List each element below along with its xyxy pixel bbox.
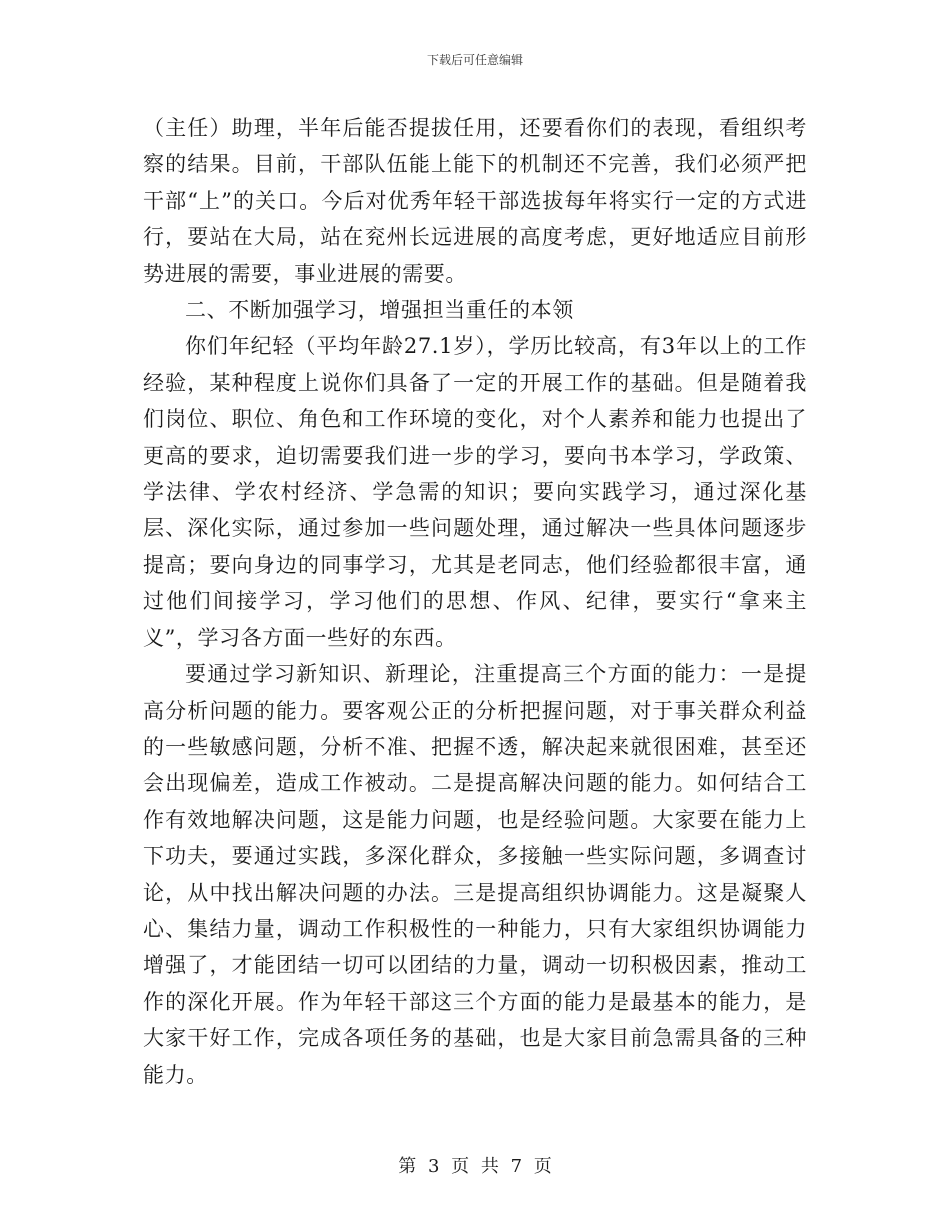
document-body [143,110,807,1093]
paragraph-abilities: 要通过学习新知识、新理论，注重提高三个方面的能力：一是提高分析问题的能力。要客观公正的分析把握问题，对于事关群众利益的一些敏感问题，分析不准、把握不透，解决起来就很困难，甚至还会出现偏差，造成工作被动。二是提高解决问题的能力。如何结合工作有效地解决问题，这是能力问题，也是经验问题。大家要在能力上下功夫，要通过实践，多深化群众，多接触一些实际问题，多调查讨论，从中找出解决问题的办法。三是提高组织协调能力。这是凝聚人心、集结力量，调动工作积极性的一种能力，只有大家组织协调能力增强了，才能团结一切可以团结的力量，调动一切积极因素，推动工作的深化开展。作为年轻干部这三个方面的能力是最基本的能力，是大家干好工作，完成各项任务的基础，也是大家目前急需具备的三种能力。 [143,662,807,1087]
paragraph-continuation: （主任）助理，半年后能否提拔任用，还要看你们的表现，看组织考察的结果。目前，干部队伍能上能下的机制还不完善，我们必须严把干部“上”的关口。今后对优秀年轻干部选拔每年将实行一定的方式进行，要站在大局，站在兖州长远进展的高度考虑，更好地适应目前形势进展的需要，事业进展的需要。 [143,116,807,286]
page-header-note: 下载后可任意编辑 [426,53,523,67]
page-number: 第 3 页 共 7 页 [398,1156,552,1177]
paragraph-learning: 你们年纪轻（平均年龄27.1岁），学历比较高，有3年以上的工作经验，某种程度上说你们具备了一定的开展工作的基础。但是随着我们岗位、职位、角色和工作环境的变化，对个人素养和能力也提出了更高的要求，迫切需要我们进一步的学习，要向书本学习，学政策、学法律、学农村经济、学急需的知识；要向实践学习，通过深化基层、深化实际，通过参加一些问题处理，通过解决一些具体问题逐步提高；要向身边的同事学习，尤其是老同志，他们经验都很丰富，通过他们间接学习，学习他们的思想、作风、纪律，要实行“拿来主义”，学习各方面一些好的东西。 [143,334,807,650]
section-heading: 二、不断加强学习，增强担当重任的本领 [185,298,574,323]
